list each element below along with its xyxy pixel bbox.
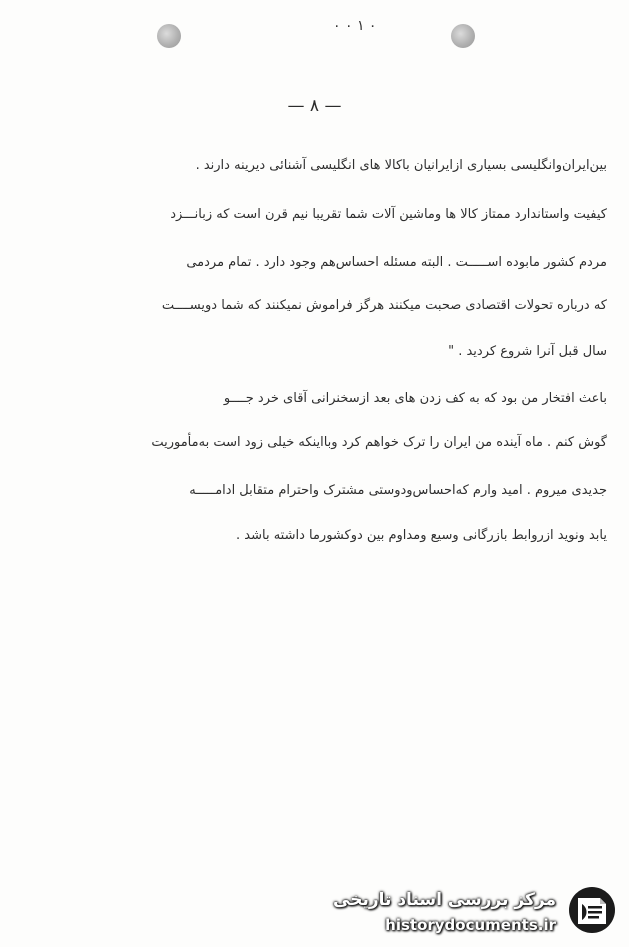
page-number: — ۸ —: [287, 96, 342, 116]
paragraph1-line: که درباره تحولات اقتصادی صحبت میکنند هرگز فراموش نمیکنند که شما دویســــت: [161, 298, 607, 313]
punch-hole-left: [157, 24, 181, 48]
paragraph1-line: سال قبل آنرا شروع کردید . ": [448, 344, 607, 359]
archive-watermark: [333, 884, 622, 942]
top-mark: ۰ ۰ ۱ ۰: [333, 18, 377, 34]
paragraph2-line: یابد ونوید ازروابط بازرگانی وسیع ومداوم بین دوکشورما داشته باشد .: [236, 528, 607, 543]
paragraph2-line: باعث افتخار من بود که به کف زدن های بعد ازسخنرانی آقای خرد جــــو: [223, 391, 607, 406]
paragraph1-line: بین‌ایران‌وانگلیسی بسیاری ازایرانیان باکالا های انگلیسی آشنائی دیرینه دارند .: [195, 158, 607, 173]
archive-url: historydocuments.ir: [385, 916, 556, 934]
punch-hole-right: [451, 24, 475, 48]
paragraph2-line: گوش کنم . ماه آینده من ایران را ترک خواهم کرد وبااینکه خیلی زود است به‌مأموریت: [151, 435, 607, 450]
paragraph1-line: مردم کشور مابوده اســـــت . البته مسئله احساس‌هم وجود دارد . تمام مردمی: [186, 255, 607, 270]
archive-title: مرکز بررسی اسناد تاریخی: [333, 890, 556, 910]
paragraph2-line: جدیدی میروم . امید وارم که‌احساس‌ودوستی مشترک واحترام متقابل ادامـــــه: [189, 483, 607, 498]
document-archive-logo-icon: [566, 884, 616, 936]
paragraph1-line: کیفیت واستاندارد ممتاز کالا ها وماشین آلات شما تقریبا نیم قرن است که زبانـــزد: [170, 207, 607, 222]
